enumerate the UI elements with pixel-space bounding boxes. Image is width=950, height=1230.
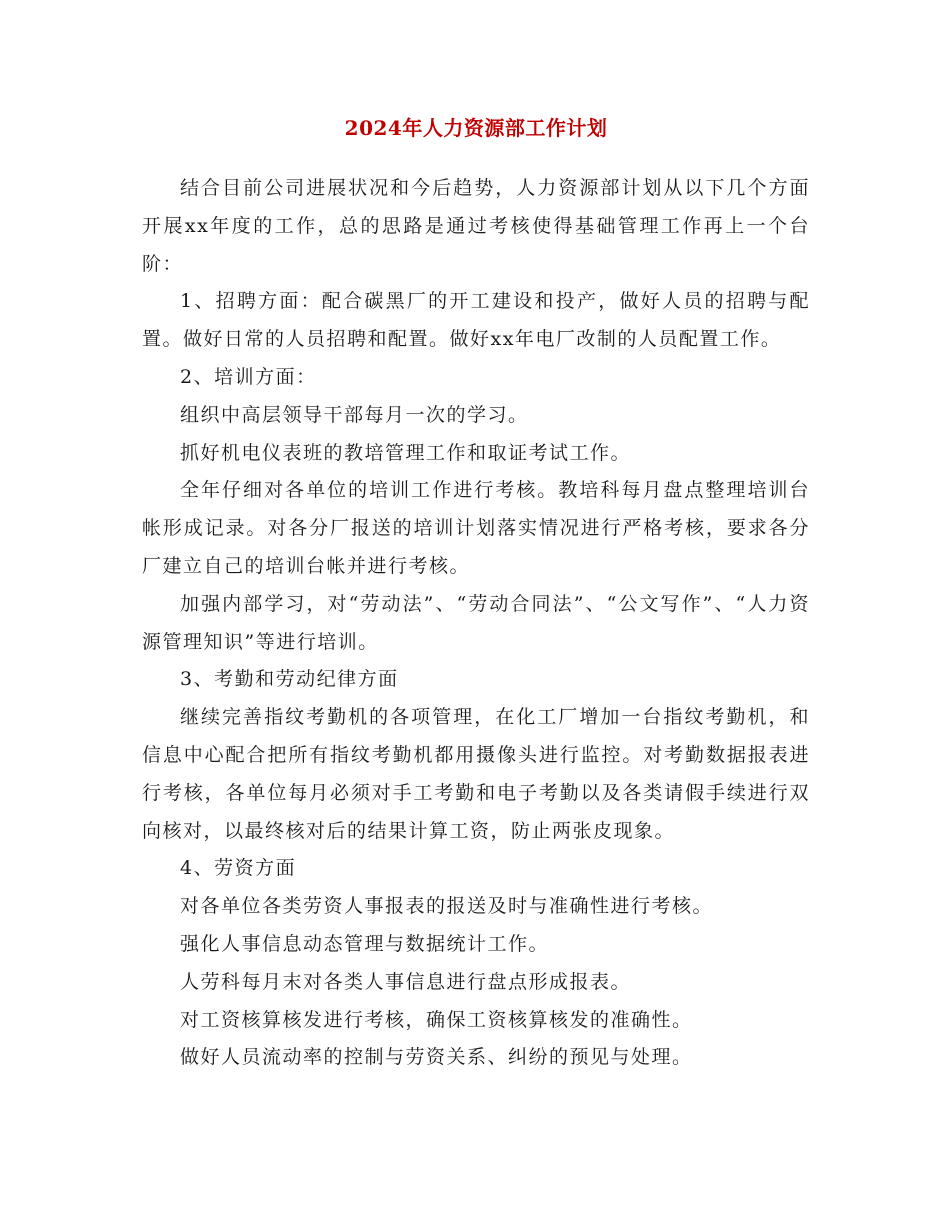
paragraph-attendance: 继续完善指纹考勤机的各项管理，在化工厂增加一台指纹考勤机，和信息中心配合把所有指纹考勤机都用摄像头进行监控。对考勤数据报表进行考核，各单位每月必须对手工考勤和电子考勤以及各类请假手续进行双向核对，以最终核对后的结果计算工资，防止两张皮现象。: [142, 706, 810, 842]
paragraph-labor-3: 人劳科每月末对各类人事信息进行盘点形成报表。: [180, 970, 632, 993]
heading-attendance: 3、考勤和劳动纪律方面: [180, 668, 399, 691]
heading-training: 2、培训方面：: [180, 365, 317, 388]
paragraph-intro: 结合目前公司进展状况和今后趋势，人力资源部计划从以下几个方面开展xx年度的工作，总的思路是通过考核使得基础管理工作再上一个台阶：: [142, 177, 810, 275]
document-body: [142, 170, 810, 1077]
paragraph-labor-4: 对工资核算核发进行考核，确保工资核算核发的准确性。: [180, 1008, 693, 1031]
paragraph-training-2: 抓好机电仪表班的教培管理工作和取证考试工作。: [180, 441, 632, 464]
paragraph-training-4: 加强内部学习，对“劳动法”、“劳动合同法”、“公文写作”、“人力资源管理知识”等进行培训。: [142, 592, 810, 653]
paragraph-training-1: 组织中高层领导干部每月一次的学习。: [180, 403, 529, 426]
paragraph-recruitment: 1、招聘方面：配合碳黑厂的开工建设和投产，做好人员的招聘与配置。做好日常的人员招聘和配置。做好xx年电厂改制的人员配置工作。: [142, 290, 810, 351]
document-title: 2024年人力资源部工作计划: [344, 116, 608, 140]
paragraph-labor-2: 强化人事信息动态管理与数据统计工作。: [180, 932, 550, 955]
paragraph-labor-1: 对各单位各类劳资人事报表的报送及时与准确性进行考核。: [180, 895, 714, 918]
paragraph-labor-5: 做好人员流动率的控制与劳资关系、纠纷的预见与处理。: [180, 1046, 693, 1069]
heading-labor: 4、劳资方面: [180, 857, 297, 880]
paragraph-training-3: 全年仔细对各单位的培训工作进行考核。教培科每月盘点整理培训台帐形成记录。对各分厂报送的培训计划落实情况进行严格考核，要求各分厂建立自己的培训台帐并进行考核。: [142, 479, 810, 577]
